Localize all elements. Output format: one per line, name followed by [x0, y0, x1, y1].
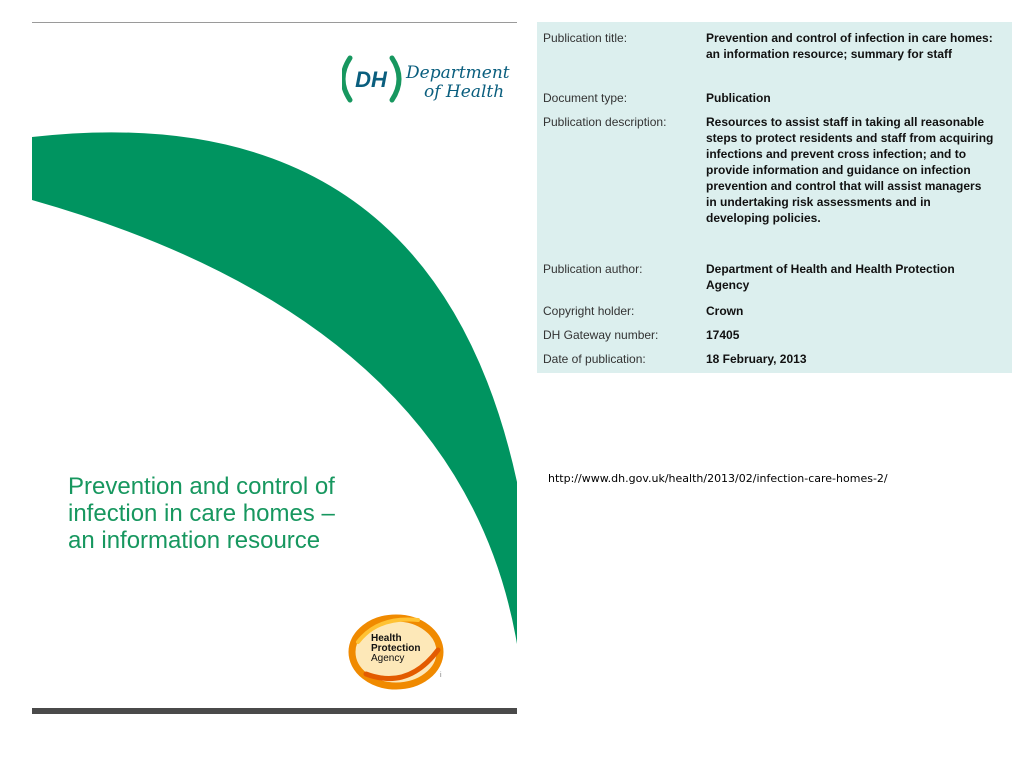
- dh-name-line2: of Health: [424, 82, 505, 102]
- dh-logo-wordmark: [406, 64, 510, 102]
- info-label: Copyright holder:: [543, 304, 635, 318]
- publication-cover: [32, 22, 517, 714]
- info-label: Document type:: [543, 91, 628, 105]
- source-url: http://www.dh.gov.uk/health/2013/02/infection-care-homes-2/: [548, 472, 888, 485]
- hpa-line1: Health: [371, 633, 402, 644]
- info-value: Prevention and control of infection in care homes: an information resource; summary for staff: [706, 31, 993, 61]
- info-value: Resources to assist staff in taking all reasonable steps to protect residents and staff from acquiring infections and prevent cross infection; and to provide information and guidance on infection prevention and control that will assist managers in undertaking risk assessments and in developing policies.: [706, 115, 994, 225]
- cover-title-line: an information resource: [68, 527, 321, 554]
- cover-title-line: infection in care homes –: [68, 500, 335, 527]
- hpa-logo-wordmark: [371, 634, 420, 664]
- info-value: Publication: [706, 91, 771, 105]
- info-value: 17405: [706, 328, 740, 342]
- cover-title-line: Prevention and control of: [68, 473, 335, 500]
- hpa-line3: Agency: [371, 653, 405, 664]
- cover-title: [68, 473, 408, 554]
- info-label: Date of publication:: [543, 352, 646, 366]
- dh-name-line1: Department: [406, 63, 510, 83]
- green-arc-graphic: [32, 22, 517, 714]
- dh-initials: DH: [355, 67, 387, 92]
- cover-page-number: i: [440, 672, 442, 679]
- hpa-line2: Protection: [371, 643, 421, 654]
- cover-bottom-rule: [32, 708, 517, 714]
- info-label: Publication title:: [543, 31, 628, 45]
- info-value: Department of Health and Health Protection Agency: [706, 262, 955, 292]
- info-label: Publication author:: [543, 262, 643, 276]
- info-label: DH Gateway number:: [543, 328, 659, 342]
- info-label: Publication description:: [543, 115, 667, 129]
- publication-info-table: [537, 22, 1012, 373]
- info-value: Crown: [706, 304, 744, 318]
- info-value: 18 February, 2013: [706, 352, 807, 366]
